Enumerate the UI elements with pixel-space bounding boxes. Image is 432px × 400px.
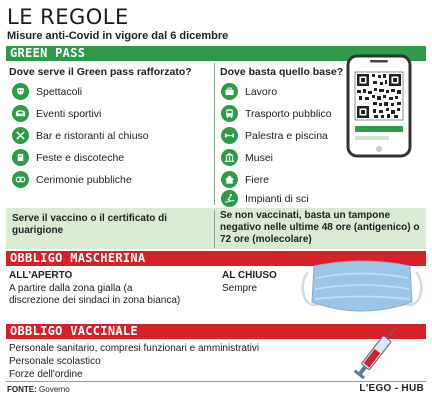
list-item-label: Cerimonie pubbliche [36,173,132,186]
vaccine-line: Forze dell'ordine [9,369,83,380]
list-item-label: Fiere [245,173,269,186]
list-item [12,82,82,101]
stadium-icon [12,105,29,122]
page-title: LE REGOLE [7,5,129,29]
list-item [12,148,124,167]
list-item-label: Eventi sportivi [36,107,102,120]
footer-divider [6,381,426,382]
list-item-label: Musei [245,151,274,164]
theater-masks-icon [12,83,29,100]
phone-qr-code-icon [346,54,412,158]
skier-icon [221,190,238,207]
list-item [12,126,149,145]
list-item-label: Palestra e piscina [245,129,328,142]
list-item-label: Trasporto pubblico [245,107,332,120]
list-item [12,104,101,123]
publisher-credit: L'EGO - HUB [359,383,424,394]
vaccine-line: Personale scolastico [9,356,101,367]
syringe-icon [352,313,408,383]
list-item [221,82,277,101]
list-item [221,148,273,167]
rafforzato-note: Serve il vaccino o il certificato di guarigione [12,213,168,236]
museum-icon [221,149,238,166]
column-divider [214,63,215,205]
list-item [221,126,328,145]
party-icon [12,149,29,166]
fork-knife-icon [12,127,29,144]
bus-icon [221,105,238,122]
briefcase-icon [221,83,238,100]
page-subtitle: Misure anti-Covid in vigore dal 6 dicembre [7,30,229,42]
source-label: FONTE: [7,385,37,394]
outdoor-text: A partire dalla zona gialla (a discrezione dei sindaci in zona bianca) [9,283,181,306]
list-item [221,104,332,123]
column-divider [214,210,215,248]
list-item [12,170,132,189]
source-credit [7,385,70,394]
vaccine-line: Personale sanitario, compresi funzionari e amministrativi [9,343,260,354]
list-item-label: Spettacoli [36,85,83,98]
list-item [221,170,269,189]
dumbbell-icon [221,127,238,144]
indoor-heading: AL CHIUSO [222,270,277,281]
mask-bar: OBBLIGO MASCHERINA [6,251,426,266]
green-pass-bar: GREEN PASS [6,46,426,61]
list-item-label: Impianti di sci [245,192,309,205]
vaccine-bar: OBBLIGO VACCINALE [6,324,426,339]
outdoor-heading: ALL'APERTO [9,270,73,281]
list-item [221,189,309,208]
right-column-heading: Dove basta quello base? [220,66,344,78]
base-note: Se non vaccinati, basta un tampone negativo nelle ultime 48 ore (antigenico) o 72 ore (molecolare) [220,210,420,245]
list-item-label: Bar e ristoranti al chiuso [36,129,149,142]
list-item-label: Feste e discoteche [36,151,125,164]
source-value: Governo [39,385,70,394]
house-icon [221,171,238,188]
indoor-text: Sempre [222,283,258,294]
left-column-heading: Dove serve il Green pass rafforzato? [9,66,192,78]
ceremony-icon [12,171,29,188]
list-item-label: Lavoro [245,85,278,98]
